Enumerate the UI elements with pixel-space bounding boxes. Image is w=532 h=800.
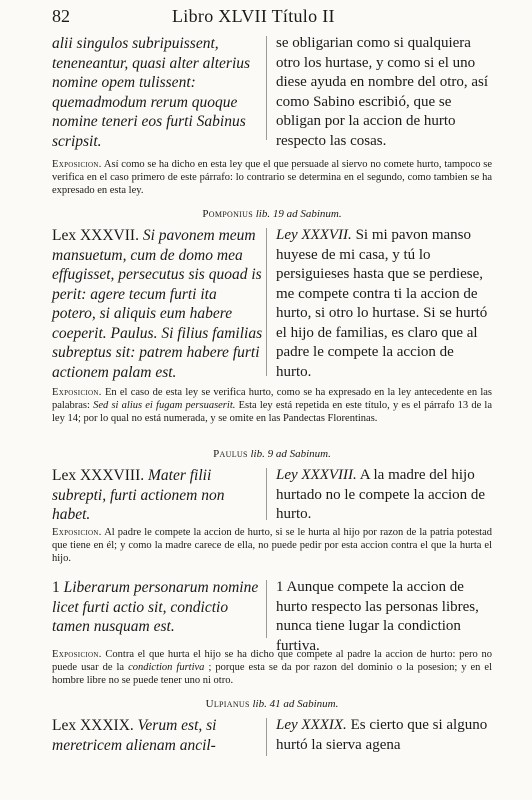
latin-text: Verum est, si meretricem alienam ancil-	[52, 717, 217, 754]
exposicion-label: Exposicion.	[52, 159, 102, 170]
exposicion-text: Al padre le compete la accion de hurto, si se le hurta al hijo por razon de la patria potestad que tiene en él; y como la madre carece de ella, no puede pedir por esta accion contra el que la hurta el hijo.	[52, 527, 492, 564]
latin-column	[52, 466, 264, 525]
exposicion-label: Exposicion.	[52, 649, 102, 660]
latin-text: Liberarum personarum nomine licet furti actio sit, condictio tamen nusquam est.	[52, 579, 259, 635]
running-title: Libro XLVII Título II	[172, 6, 335, 26]
parallel-columns-1	[52, 34, 492, 150]
latin-text: alii singulos subripuissent, teneneantur, quasi alter alterius nomine opem tulissent: quemadmodum rerum quoque nomine teneri eos furti Sabinus scripsit.	[52, 35, 251, 150]
spanish-column	[276, 226, 492, 382]
latin-text: Si pavonem meum mansuetum, cum de domo mea effugisset, persecutus sis quoad is perit: agere tecum furti ita potero, si aliquis eum habere coeperit. Paulus. Si filius familias subreptus sit: patrem habere furti actionem palam est.	[52, 227, 263, 381]
column-divider	[266, 228, 267, 376]
exposicion-text: En el caso de esta ley se verifica hurto, como se ha expresado en la ley antecedente en las palabras:	[52, 387, 493, 411]
spanish-text: Si mi pavon manso huyese de mi casa, y tú lo persiguieses hasta que se perdiese, me compete contra ti la accion de hurto, si otro lo hurtase. Si se hurtó el hijo de familias, es claro que al padre le compete la accion de hurto.	[276, 227, 488, 380]
column-divider	[266, 718, 267, 756]
exposicion-4	[52, 648, 492, 687]
citation-reference: lib. 19 ad Sabinum.	[255, 208, 342, 220]
exposicion-quote: Sed si alius ei fugam persuaserit.	[93, 400, 236, 411]
source-citation-5	[52, 698, 492, 710]
citation-author: Pomponius	[202, 208, 253, 220]
exposicion-1	[52, 158, 492, 197]
exposicion-text: ; porque esta se da por razon del dominio o la posesion; y en el hombre libre no se puede tener uno ni otro.	[52, 662, 493, 686]
column-divider	[266, 580, 267, 638]
latin-text: Mater filii subrepti, furti actionem non habet.	[52, 467, 225, 523]
citation-author: Paulus	[213, 448, 248, 460]
spanish-column	[276, 716, 492, 755]
ley-heading: Ley XXXVII.	[276, 227, 352, 243]
parallel-columns-3	[52, 466, 492, 522]
column-divider	[266, 468, 267, 520]
exposicion-text: Contra el que hurta el hijo se ha dicho que compete al padre la accion de hurto: pero no puede usar de la	[52, 649, 492, 673]
lex-heading: Lex XXXVII.	[52, 227, 139, 244]
latin-column	[52, 226, 264, 382]
ley-heading: Ley XXXIX.	[276, 717, 347, 733]
exposicion-quote: condiction furtiva	[128, 662, 205, 673]
citation-reference: lib. 41 ad Sabinum.	[252, 698, 339, 710]
page-number: 82	[52, 6, 70, 26]
spanish-text: Aunque compete la accion de hurto respecto las personas libres, nunca tiene lugar la condiction furtiva.	[276, 579, 479, 654]
spanish-text: A la madre del hijo hurtado no le compete la accion de hurto.	[276, 467, 486, 522]
exposicion-label: Exposicion.	[52, 387, 102, 398]
document-page	[52, 0, 492, 800]
lex-heading: Lex XXXVIII.	[52, 467, 145, 484]
latin-column	[52, 578, 264, 637]
ley-heading: Ley XXXVIII.	[276, 467, 357, 483]
spanish-column	[276, 578, 492, 656]
paragraph-number: 1	[276, 579, 284, 595]
column-divider	[266, 36, 267, 140]
exposicion-text: Esta ley está repetida en este título, y es el párrafo 13 de la ley 14; por lo qual no está numerada, y se omite en las Pandectas Florentinas.	[52, 400, 493, 424]
citation-author: Ulpianus	[205, 698, 250, 710]
exposicion-2	[52, 386, 492, 425]
page-header	[52, 6, 492, 30]
exposicion-text: Así como se ha dicho en esta ley que el que persuade al siervo no comete hurto, tampoco se verifica en el caso primero de este párrafo: lo contrario se determina en el segundo, como tambien se ha expresado en esta ley.	[52, 159, 493, 196]
parallel-columns-4	[52, 578, 492, 654]
lex-heading: Lex XXXIX.	[52, 717, 134, 734]
parallel-columns-5	[52, 716, 492, 758]
latin-column	[52, 716, 264, 755]
paragraph-number: 1	[52, 579, 60, 596]
parallel-columns-2	[52, 226, 492, 381]
spanish-text: se obligarian como si qualquiera otro los hurtase, y como si el uno diese ayuda en nombre del otro, así como Sabino escribió, que se obligan por la accion de hurto respecto las cosas.	[276, 35, 489, 149]
spanish-column	[276, 466, 492, 525]
spanish-text: Es cierto que si alguno hurtó la sierva agena	[276, 717, 488, 753]
source-citation-2	[52, 208, 492, 220]
exposicion-label: Exposicion.	[52, 527, 102, 538]
exposicion-3	[52, 526, 492, 565]
citation-reference: lib. 9 ad Sabinum.	[250, 448, 331, 460]
source-citation-3	[52, 448, 492, 460]
